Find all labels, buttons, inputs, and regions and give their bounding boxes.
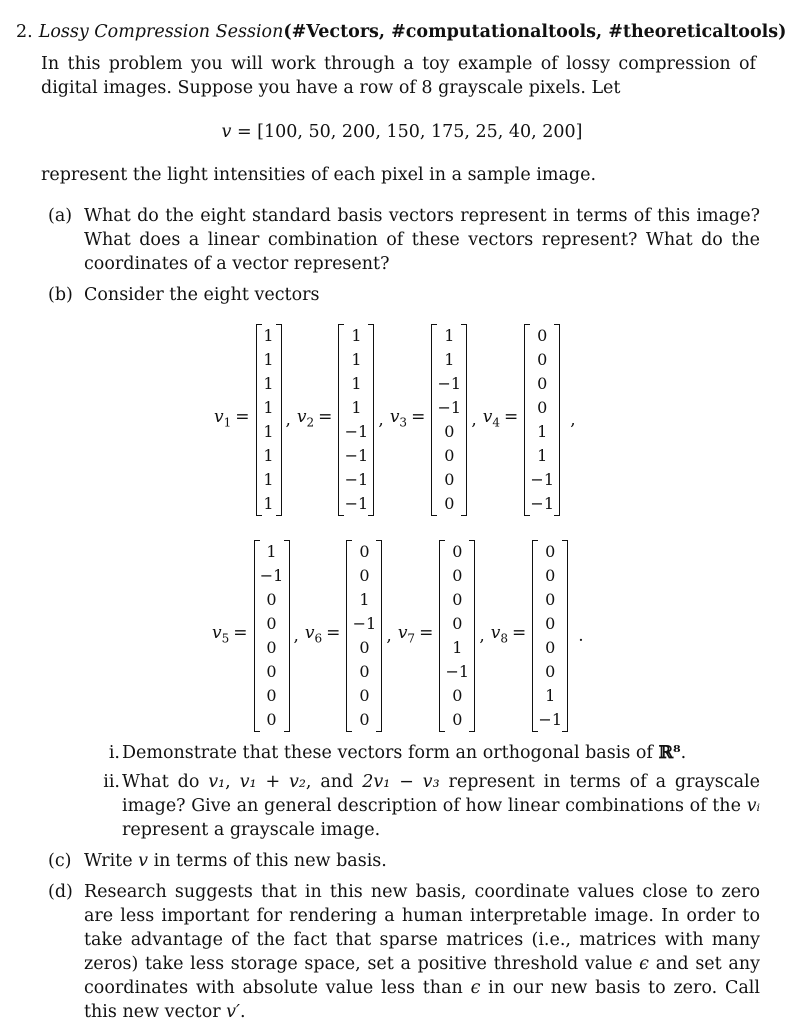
subpart-ii-label: ii. — [103, 772, 120, 792]
vector-label-v8: $v_8$ = — [490, 623, 527, 646]
vector-separator: , — [293, 626, 299, 646]
vector-entry: 0 — [537, 374, 548, 393]
vector-separator: , — [285, 410, 291, 430]
vector-name: v — [296, 407, 307, 428]
part-d-text — [84, 880, 760, 1024]
vector-name: v — [389, 407, 400, 428]
vector-entry: 1 — [263, 422, 274, 441]
part-d-text-4: . — [240, 1002, 246, 1022]
equation-lhs: v — [221, 122, 232, 142]
part-c-text-2: in terms of this new basis. — [148, 851, 387, 871]
vector-entry: −1 — [344, 470, 369, 489]
vector-entry: 1 — [359, 590, 370, 609]
part-a — [48, 204, 760, 276]
math-epsilon-2: ϵ — [470, 978, 481, 998]
part-a-text: What do the eight standard basis vectors represent in terms of this image? What does a linear combination of these vectors represent? What do the coordinates of a vector represent? — [84, 206, 760, 274]
vector-entry: 1 — [537, 422, 548, 441]
vector-entry: −1 — [352, 614, 377, 633]
vector-name: v — [304, 623, 315, 644]
math-v: v — [138, 851, 149, 871]
subpart-i-text-after: . — [680, 743, 687, 763]
vector-subscript: 6 — [314, 631, 323, 646]
part-b-text: Consider the eight vectors — [84, 285, 320, 305]
math-v1-plus-v2: v₁ + v₂ — [239, 772, 306, 792]
subpart-i-text-before: Demonstrate that these vectors form an orthogonal basis of — [122, 743, 659, 763]
vector-entry: −1 — [538, 710, 563, 729]
vector-entry: −1 — [344, 422, 369, 441]
math-v1: v₁ — [208, 772, 226, 792]
vector-subscript: 5 — [221, 631, 230, 646]
part-b — [48, 283, 760, 307]
vector-entry: 0 — [545, 662, 556, 681]
vector-entry: −1 — [259, 566, 284, 585]
vector-entry: 0 — [537, 398, 548, 417]
vector-name: v — [482, 407, 493, 428]
vector-entry: 1 — [263, 470, 274, 489]
vector-entry: 0 — [537, 326, 548, 345]
vector-subscript: 4 — [492, 415, 500, 430]
vector-entry: 0 — [545, 614, 556, 633]
vector-entry: 1 — [545, 686, 556, 705]
column-vector-v8 — [532, 540, 568, 732]
vector-entry: 0 — [359, 542, 370, 561]
vector-entry: 1 — [263, 350, 274, 369]
math-vi: vᵢ — [746, 796, 760, 816]
part-d-text-1: Research suggests that in this new basis, coordinate values close to zero are less important for rendering a human interpretable image. In order to take advantage of the fact that sparse matrices (i.e., matrices with many zeros) take less storage space, set a positive threshold value — [84, 882, 760, 974]
part-d-text-2: and set any coordinates with absolute value less than — [84, 954, 760, 998]
vector-entry: 0 — [452, 614, 463, 633]
vector-separator: , — [378, 410, 384, 430]
vector-row-2-content — [212, 538, 590, 734]
vector-entry: 0 — [359, 566, 370, 585]
vector-entry: 1 — [444, 326, 455, 345]
subpart-ii-text-2: , — [225, 772, 240, 792]
vector-entry: 0 — [452, 566, 463, 585]
column-vector-v3 — [431, 324, 467, 516]
part-d-label: (d) — [48, 882, 73, 902]
vector-entry: 0 — [266, 686, 277, 705]
vector-entry: 0 — [452, 710, 463, 729]
vector-entry: 1 — [263, 374, 274, 393]
vector-entry: 0 — [359, 710, 370, 729]
subpart-ii-text-1: What do — [122, 772, 209, 792]
vector-name: v — [490, 623, 501, 644]
vector-entry: −1 — [437, 398, 462, 417]
problem-number: 2. — [16, 22, 33, 42]
math-epsilon-1: ϵ — [639, 954, 649, 974]
vector-entry: 0 — [444, 470, 455, 489]
vector-entry: 1 — [452, 638, 463, 657]
vector-name: v — [397, 623, 408, 644]
column-vector-v7 — [439, 540, 475, 732]
vector-entry: 1 — [263, 494, 274, 513]
vector-entry: 0 — [444, 446, 455, 465]
vector-entry: −1 — [530, 470, 555, 489]
vector-entry: 0 — [452, 542, 463, 561]
column-vector-v6 — [346, 540, 382, 732]
subpart-ii — [80, 770, 760, 842]
vector-entry: 0 — [545, 542, 556, 561]
reals-space: ℝ⁸ — [658, 743, 681, 763]
vector-entry: 1 — [351, 374, 362, 393]
vector-entry: −1 — [530, 494, 555, 513]
part-a-label: (a) — [48, 206, 73, 226]
vector-entry: 0 — [359, 662, 370, 681]
row-end-punctuation: , — [570, 410, 576, 430]
vector-label-v7: $v_7$ = — [397, 623, 434, 646]
vector-row-1 — [0, 322, 804, 518]
vector-separator: , — [479, 626, 485, 646]
vector-entry: 0 — [266, 662, 277, 681]
vector-label-v2: $v_2$ = — [296, 407, 333, 430]
vector-entry: 0 — [266, 710, 277, 729]
vector-name: v — [214, 407, 224, 428]
subpart-ii-text — [122, 770, 760, 842]
vector-entry: 0 — [545, 638, 556, 657]
part-d-text-3: in our new basis to zero. Call this new vector — [84, 978, 760, 1022]
vector-row-1-content — [214, 322, 582, 518]
part-c-label: (c) — [48, 851, 72, 871]
vector-subscript: 8 — [500, 631, 508, 646]
vector-label-v3: $v_3$ = — [389, 407, 426, 430]
vector-entry: −1 — [445, 662, 470, 681]
column-vector-v4 — [524, 324, 560, 516]
part-c-text-1: Write — [84, 851, 139, 871]
column-vector-v1 — [256, 324, 282, 516]
subpart-ii-text-3: , and — [305, 772, 363, 792]
equation-rhs: = [100, 50, 200, 150, 175, 25, 40, 200] — [236, 122, 583, 142]
vector-subscript: 1 — [223, 415, 232, 430]
vector-name: v — [212, 623, 222, 644]
vector-entry: 1 — [351, 398, 362, 417]
vector-entry: −1 — [344, 446, 369, 465]
vector-subscript: 7 — [407, 631, 416, 646]
vector-entry: 0 — [359, 638, 370, 657]
after-equation-text: represent the light intensities of each pixel in a sample image. — [41, 165, 597, 185]
math-2v1-minus-v3: 2v₁ − v₃ — [362, 772, 440, 792]
vector-label-v1: $v_1$ = — [214, 407, 250, 430]
vector-entry: 1 — [444, 350, 455, 369]
intro-paragraph: In this problem you will work through a toy example of lossy compression of digital images. Suppose you have a row of 8 grayscale pixels. Let — [41, 54, 756, 98]
vector-entry: 1 — [351, 350, 362, 369]
vector-entry: 1 — [263, 398, 274, 417]
subpart-ii-text-5: represent a grayscale image. — [122, 820, 381, 840]
subpart-ii-text-4: represent in terms of a grayscale image? Give an general description of how linear combinations of the — [122, 772, 760, 816]
problem-title: Lossy Compression Session — [38, 22, 284, 42]
vector-entry: 0 — [545, 590, 556, 609]
vector-entry: 0 — [266, 638, 277, 657]
vector-entry: 0 — [452, 686, 463, 705]
math-v-prime: v′ — [226, 1002, 241, 1022]
vector-entry: 0 — [266, 614, 277, 633]
vector-entry: 1 — [263, 446, 274, 465]
vector-label-v6: $v_6$ = — [304, 623, 341, 646]
vector-entry: 1 — [537, 446, 548, 465]
vector-row-2 — [0, 538, 804, 734]
vector-entry: 1 — [351, 326, 362, 345]
display-equation — [0, 120, 804, 144]
problem-tags: (#Vectors, #computationaltools, #theoreticaltools) — [283, 22, 787, 42]
vector-separator: , — [386, 626, 392, 646]
vector-entry: −1 — [344, 494, 369, 513]
vector-entry: 0 — [545, 566, 556, 585]
vector-separator: , — [471, 410, 477, 430]
subpart-i-text — [122, 741, 760, 765]
part-c — [48, 849, 760, 873]
part-d — [48, 880, 760, 1024]
vector-subscript: 3 — [399, 415, 408, 430]
vector-subscript: 2 — [306, 415, 315, 430]
part-c-text — [84, 849, 760, 873]
column-vector-v5 — [254, 540, 290, 732]
vector-entry: 0 — [537, 350, 548, 369]
row-end-punctuation: . — [578, 626, 584, 646]
vector-entry: 1 — [263, 326, 274, 345]
vector-entry: 0 — [452, 590, 463, 609]
vector-label-v4: $v_4$ = — [482, 407, 519, 430]
vector-entry: 0 — [359, 686, 370, 705]
column-vector-v2 — [338, 324, 374, 516]
part-b-label: (b) — [48, 285, 73, 305]
subpart-i-label: i. — [108, 743, 120, 763]
vector-label-v5: $v_5$ = — [212, 623, 248, 646]
vector-entry: −1 — [437, 374, 462, 393]
problem-header — [16, 20, 796, 44]
vector-entry: 0 — [444, 494, 455, 513]
vector-entry: 0 — [266, 590, 277, 609]
vector-entry: 0 — [444, 422, 455, 441]
subpart-i — [80, 741, 760, 765]
vector-entry: 1 — [266, 542, 277, 561]
